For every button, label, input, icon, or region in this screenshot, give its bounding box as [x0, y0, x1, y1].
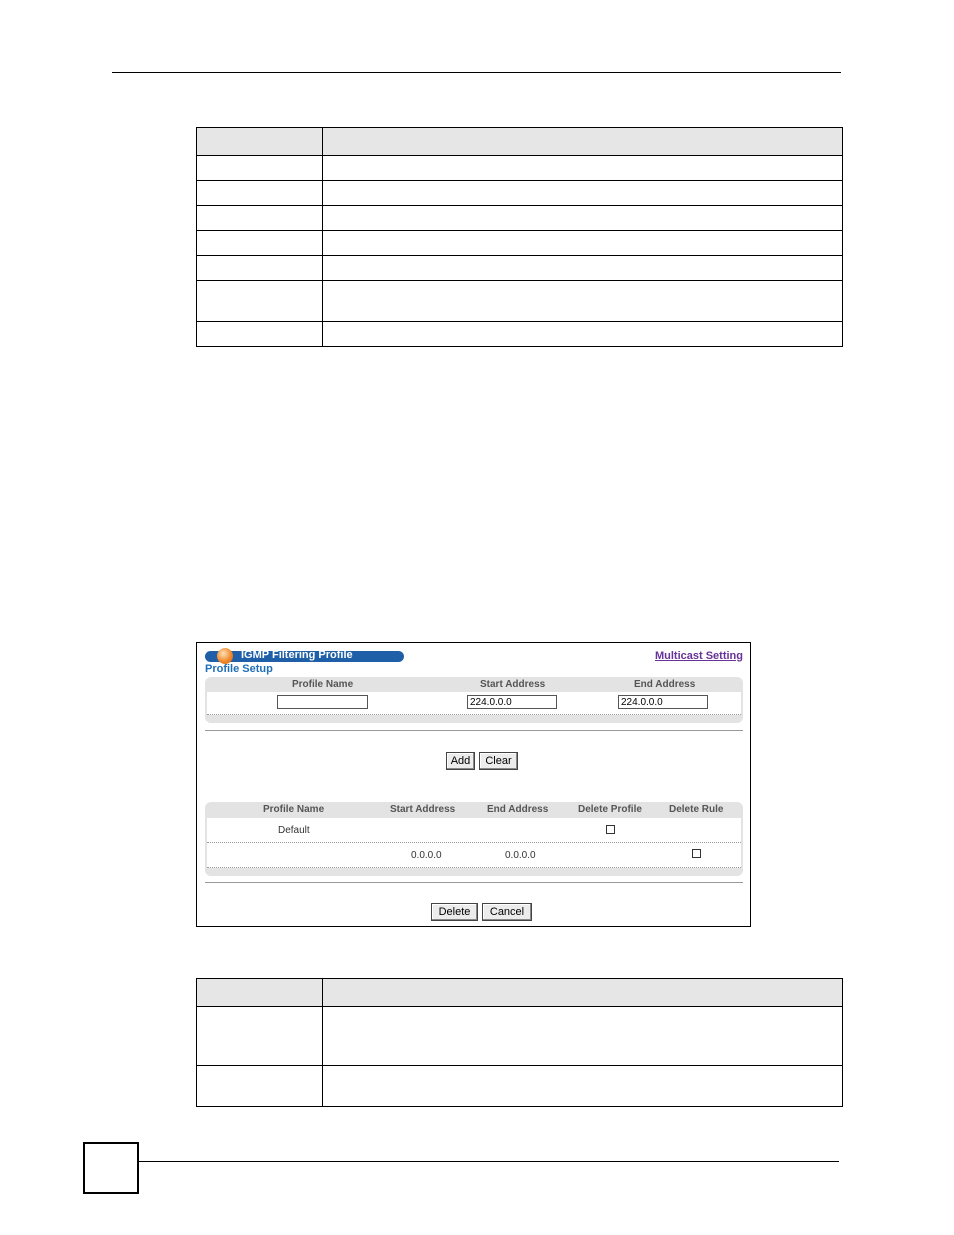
igmp-filtering-profile-screen	[196, 642, 751, 927]
list-start-address-header: Start Address	[390, 804, 456, 815]
list-end-address-header: End Address	[487, 804, 549, 815]
profile-setup-title: Profile Setup	[205, 663, 273, 675]
globe-icon	[217, 648, 233, 664]
table-row	[197, 156, 843, 181]
divider	[205, 882, 743, 883]
start-address-input[interactable]	[467, 695, 557, 709]
setup-input-row	[207, 692, 741, 715]
list-delete-profile-header: Delete Profile	[578, 804, 642, 815]
table-row	[197, 206, 843, 231]
row-start-address: 0.0.0.0	[411, 850, 442, 861]
delete-button[interactable]: Delete	[431, 903, 478, 921]
profile-setup-group	[205, 677, 743, 723]
profile-name-header: Profile Name	[292, 679, 354, 690]
table-header-row	[197, 128, 843, 156]
header-rule	[112, 72, 841, 73]
label-description-table-bottom	[196, 978, 843, 1107]
table-header-row	[197, 979, 843, 1007]
start-address-header: Start Address	[480, 679, 546, 690]
table-row	[207, 843, 741, 868]
footer-rule	[139, 1161, 839, 1162]
table-row	[197, 231, 843, 256]
table-row	[197, 181, 843, 206]
profile-list-group	[205, 802, 743, 876]
cancel-button[interactable]: Cancel	[482, 903, 532, 921]
screen-title: IGMP Filtering Profile	[241, 649, 353, 661]
end-address-input[interactable]	[618, 695, 708, 709]
divider	[205, 730, 743, 731]
multicast-setting-link[interactable]: Multicast Setting	[654, 650, 743, 662]
add-button[interactable]: Add	[446, 752, 475, 770]
table-row	[197, 1007, 843, 1066]
list-delete-rule-header: Delete Rule	[669, 804, 724, 815]
page-number-box	[83, 1142, 139, 1194]
table-row	[197, 256, 843, 281]
screen-title-banner	[205, 651, 404, 662]
delete-rule-checkbox[interactable]	[692, 849, 701, 858]
end-address-header: End Address	[634, 679, 696, 690]
table-row	[197, 1066, 843, 1107]
row-end-address: 0.0.0.0	[505, 850, 536, 861]
table-row	[207, 818, 741, 843]
list-profile-name-header: Profile Name	[263, 804, 325, 815]
delete-profile-checkbox[interactable]	[606, 825, 615, 834]
table-row	[197, 281, 843, 322]
label-description-table-top	[196, 127, 843, 347]
table-row	[197, 322, 843, 347]
row-profile-name: Default	[278, 825, 310, 836]
clear-button[interactable]: Clear	[479, 752, 518, 770]
profile-name-input[interactable]	[277, 695, 368, 709]
